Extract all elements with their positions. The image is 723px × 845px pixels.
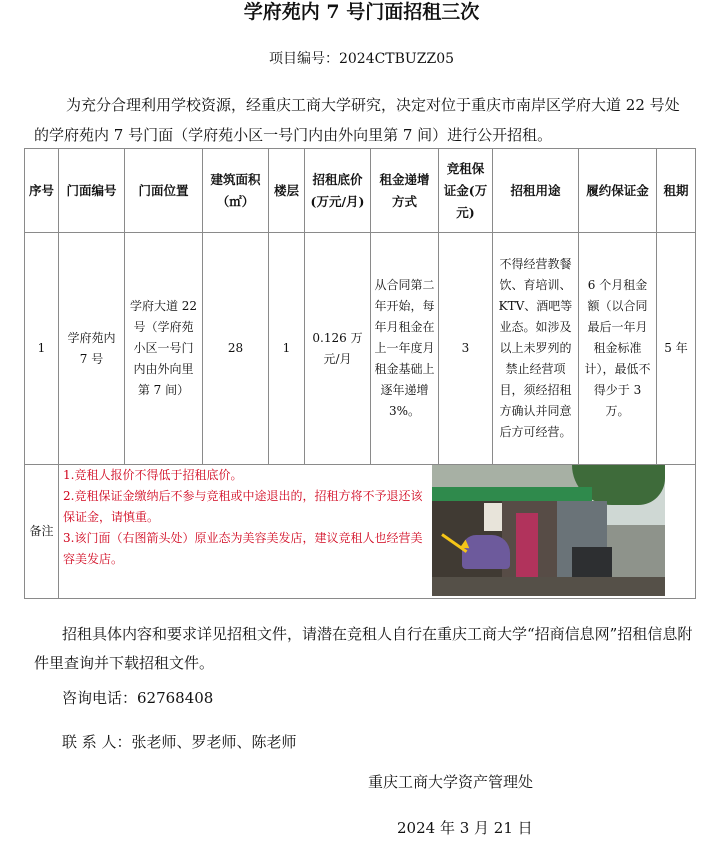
header-usage: 招租用途	[493, 149, 579, 233]
header-shop-no: 门面编号	[59, 149, 125, 233]
header-location: 门面位置	[125, 149, 203, 233]
signature: 重庆工商大学资产管理处	[368, 773, 534, 791]
cell-guarantee: 6 个月租金额（以合同最后一年月租金标准计），最低不得少于 3 万。	[579, 233, 657, 465]
remarks-list	[63, 465, 425, 570]
header-deposit: 竞租保证金(万元)	[439, 149, 493, 233]
phone-line: 咨询电话：62768408	[62, 689, 214, 707]
header-term: 租期	[657, 149, 696, 233]
remark-item: 1.竞租人报价不得低于招租底价。	[63, 468, 243, 482]
header-floor: 楼层	[269, 149, 305, 233]
date: 2024 年 3 月 21 日	[397, 819, 533, 837]
rental-table	[24, 148, 696, 599]
cell-increase: 从合同第二年开始，每年月租金在上一年度月租金基础上逐年递增 3%。	[371, 233, 439, 465]
cell-floor: 1	[269, 233, 305, 465]
header-guarantee: 履约保证金	[579, 149, 657, 233]
cell-area: 28	[203, 233, 269, 465]
cell-shop-no: 学府苑内 7 号	[59, 233, 125, 465]
header-base-price: 招租底价(万元/月)	[305, 149, 371, 233]
cell-usage: 不得经营教餐饮、育培训、KTV、酒吧等业态。如涉及以上未罗列的禁止经营项目，须经招租方确认并同意后方可经营。	[493, 233, 579, 465]
cell-deposit: 3	[439, 233, 493, 465]
contacts-line: 联 系 人：张老师、罗老师、陈老师	[62, 733, 297, 751]
remarks-label: 备注	[25, 465, 59, 599]
details-paragraph: 招租具体内容和要求详见招租文件，请潜在竞租人自行在重庆工商大学“招商信息网”招租信息附件里查询并下载招租文件。	[34, 625, 693, 672]
table-row	[25, 233, 696, 465]
header-area: 建筑面积（㎡）	[203, 149, 269, 233]
intro-paragraph: 为充分合理利用学校资源，经重庆工商大学研究，决定对位于重庆市南岸区学府大道 22 号处的学府苑内 7 号门面（学府苑小区一号门内由外向里第 7 间）进行公开招租。	[34, 96, 680, 144]
remark-item: 2.竞租保证金缴纳后不参与竞租或中途退出的，招租方将不予退还该保证金，请慎重。	[63, 489, 423, 524]
cell-location: 学府大道 22 号（学府苑小区一号门内由外向里第 7 间）	[125, 233, 203, 465]
remark-item: 3.该门面（右图箭头处）原业态为美容美发店，建议竞租人也经营美容美发店。	[63, 531, 423, 566]
document-title: 学府苑内 7 号门面招租三次	[243, 1, 480, 23]
project-number: 项目编号：2024CTBUZZ05	[268, 51, 455, 67]
cell-base-price: 0.126 万元/月	[305, 233, 371, 465]
remarks-cell	[59, 465, 696, 599]
header-increase: 租金递增方式	[371, 149, 439, 233]
cell-term: 5 年	[657, 233, 696, 465]
remarks-row	[25, 465, 696, 599]
table-header-row	[25, 149, 696, 233]
header-no: 序号	[25, 149, 59, 233]
cell-no: 1	[25, 233, 59, 465]
storefront-photo	[432, 465, 665, 596]
